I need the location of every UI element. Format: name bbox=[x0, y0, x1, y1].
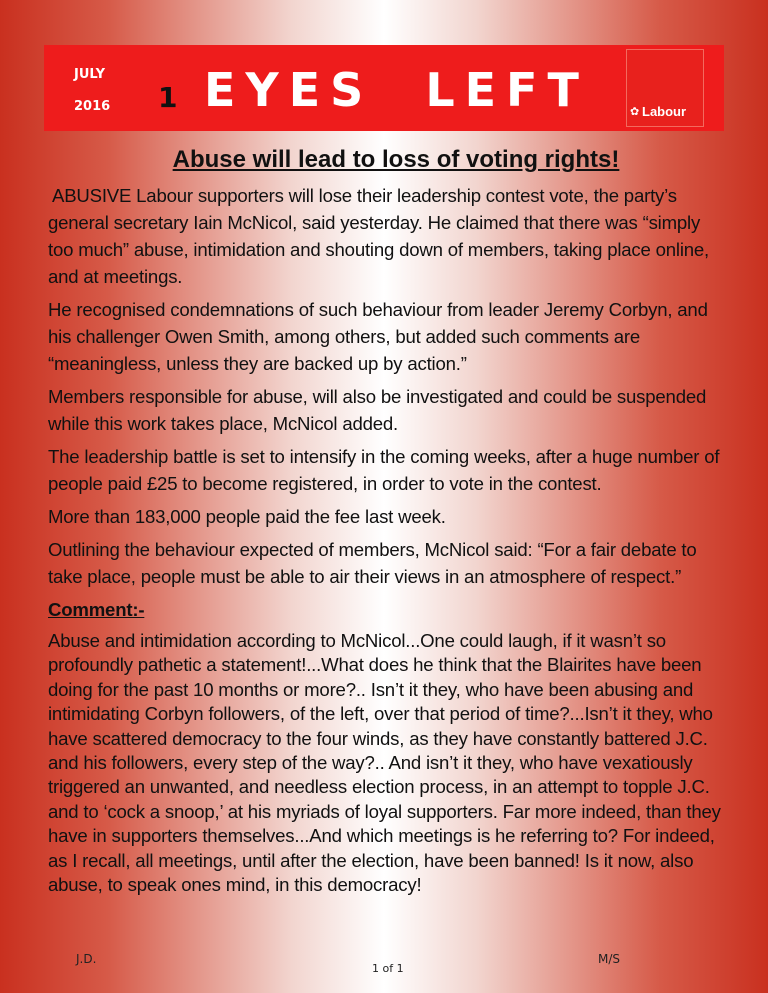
footer-initials-left: J.D. bbox=[76, 952, 97, 966]
page-number: 1 of 1 bbox=[372, 962, 404, 975]
newsletter-title: EYES LEFT bbox=[204, 63, 589, 117]
article-paragraph: The leadership battle is set to intensify in the coming weeks, after a huge number of people paid £25 to become registered, in order to vote in the contest. bbox=[48, 446, 720, 494]
article-paragraph: Outlining the behaviour expected of members, McNicol said: “For a fair debate to take place, people must be able to air their views in an atmosphere of respect.” bbox=[48, 539, 697, 587]
article-headline: Abuse will lead to loss of voting rights! bbox=[172, 146, 620, 173]
article-paragraph: Members responsible for abuse, will also be investigated and could be suspended while this work takes place, McNicol added. bbox=[48, 386, 707, 434]
comment-heading: Comment:- bbox=[48, 599, 145, 620]
issue-month: JULY bbox=[74, 67, 106, 82]
rose-icon: ✿ bbox=[630, 106, 640, 118]
labour-logo bbox=[626, 49, 704, 127]
comment-text: Abuse and intimidation according to McNicol...One could laugh, if it wasn’t so profoundly pathetic a statement!...What does he think that the Blairites have been doing for the past 10 months or more?.. Isn’t it they, who have been abusing and intimidating Corbyn followers, of the left, over that period of time?...Isn’t it they, who have scattered democracy to the four winds, as they have constantly battered J.C. and his followers, every step of the way?.. And isn’t it they, who have vexatiously triggered an unwanted, and needless election process, in an attempt to topple J.C. and to ‘cock a snoop,’ at his myriads of loyal supporters. Far more indeed, than they have in supporters themselves...And which meetings is he referring to? For indeed, as I recall, all meetings, until after the election, have been banned! Is it now, also abuse, to speak ones mind, in this democracy! bbox=[48, 630, 721, 896]
article-body bbox=[48, 182, 728, 903]
article-paragraph: More than 183,000 people paid the fee last week. bbox=[48, 506, 446, 527]
article-paragraph: ABUSIVE Labour supporters will lose their leadership contest vote, the party’s general secretary Iain McNicol, said yesterday. He claimed that there was “simply too much” abuse, intimidation and shouting down of members, taking place online, and at meetings. bbox=[48, 185, 710, 287]
article-paragraph: He recognised condemnations of such behaviour from leader Jeremy Corbyn, and his challenger Owen Smith, among others, but added such comments are “meaningless, unless they are backed up by action.” bbox=[48, 299, 708, 374]
issue-number: 1 bbox=[158, 81, 178, 114]
issue-year: 2016 bbox=[74, 99, 111, 114]
logo-text: Labour bbox=[642, 104, 687, 119]
footer-initials-right: M/S bbox=[598, 952, 621, 966]
masthead bbox=[44, 45, 724, 131]
